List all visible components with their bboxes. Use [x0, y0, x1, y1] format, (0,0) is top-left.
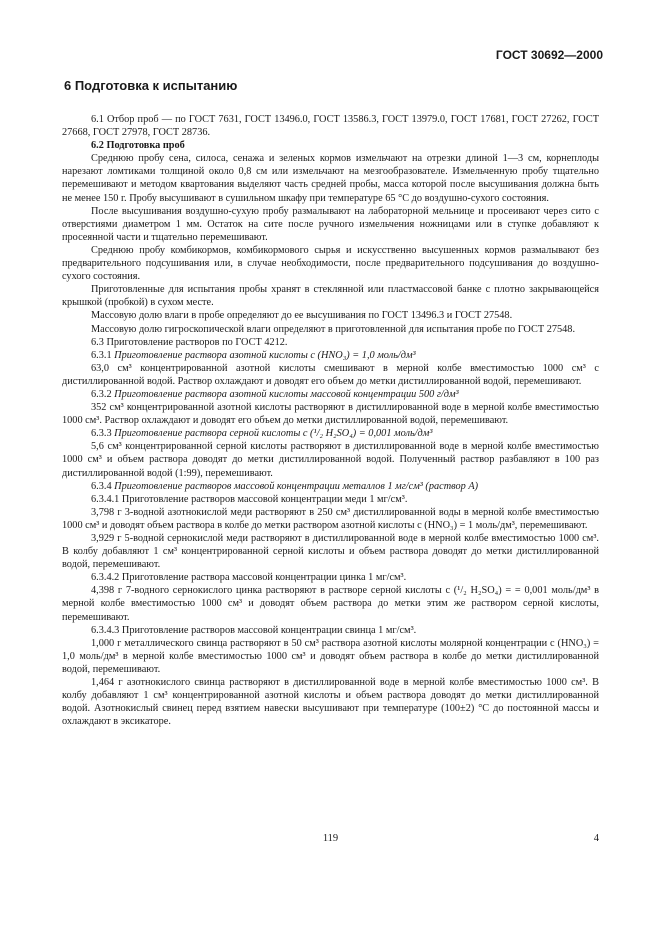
paragraph: 6.1 Отбор проб — по ГОСТ 7631, ГОСТ 13496.0, ГОСТ 13586.3, ГОСТ 13979.0, ГОСТ 17681, ГОСТ 27262, ГОСТ 27668, ГОСТ 27978, ГОСТ 28736. [62, 114, 599, 139]
paragraph: 1,464 г азотнокислого свинца растворяют в дистиллированной воде в мерной колбе вместимостью 1000 см³. В колбу добавляют 1 см³ концентрированной азотной кислоты и объем раствора доводят до метки дистиллированной водой. Азотнокислый свинец перед взятием навески высушивают при температуре (100±2) °С до постоянной массы и охлаждают в эксикаторе. [62, 677, 599, 728]
clause-item [62, 427, 599, 440]
paragraph: 3,798 г 3-водной азотнокислой меди растворяют в 250 см³ дистиллированной воды в мерной колбе вместимостью 1000 см³ и доводят объем раствора в колбе до метки раствором азотной кислоты с (HNO₃) = 1 моль/дм³, перемешивают. [62, 506, 599, 531]
standard-code-header: ГОСТ 30692—2000 [495, 48, 603, 62]
subheading: 6.2 Подготовка проб [91, 140, 185, 152]
paragraph: 352 см³ концентрированной азотной кислоты растворяют в дистиллированной воде в мерной колбе вместимостью 1000 см³. Раствор охлаждают и доводят его объем до метки дистиллированной водой, перемешивают. [62, 402, 599, 427]
paragraph: Среднюю пробу комбикормов, комбикормового сырья и искусственно высушенных кормов размалывают без предварительного подсушивания или, в случае необходимости, после предварительного подсушивания до воздушно-сухого состояния. [62, 244, 599, 283]
paragraph: Приготовленные для испытания пробы хранят в стеклянной или пластмассовой банке с плотно закрывающейся крышкой (пробкой) в сухом месте. [62, 284, 599, 309]
paragraph: Массовую долю гигроскопической влаги определяют в приготовленной для испытания пробе по ГОСТ 27548. [91, 323, 576, 335]
page-number: 119 [322, 833, 339, 844]
clause-number: 6.3.1 [91, 349, 112, 361]
section-title: 6 Подготовка к испытанию [64, 78, 238, 93]
clause-item [62, 480, 599, 493]
paragraph: 6.3.4.1 Приготовление растворов массовой концентрации меди 1 мг/см³. [91, 493, 408, 505]
clause-title: Приготовление растворов массовой концентрации металлов 1 мг/см³ (раствор А) [114, 480, 479, 492]
paragraph: 3,929 г 5-водной сернокислой меди растворяют в дистиллированной воде в мерной колбе вместимостью 1000 см³. В колбу добавляют 1 см³ концентрированной серной кислоты и объем раствора доводят до метки дистиллированной водой, перемешивают. [62, 533, 599, 571]
document-body [62, 113, 599, 728]
clause-item [62, 349, 599, 362]
paragraph: 5,6 см³ концентрированной серной кислоты растворяют в дистиллированной воде в мерной колбе вместимостью 1000 см³ и объем раствора доводят до метки дистиллированной водой. Полученный раствор разбавляют в 100 раз дистиллированной водой (1:99), перемешивают. [62, 441, 599, 479]
clause-title: Приготовление раствора серной кислоты с (¹/₂ H₂SO₄) = 0,001 моль/дм³ [114, 428, 433, 440]
paragraph: После высушивания воздушно-сухую пробу размалывают на лабораторной мельнице и просеивают через сито с отверстиями диаметром 1 мм. Остаток на сите после ручного измельчения ножницами или в ступке добавляют к просеянной части и тщательно перемешивают. [62, 205, 599, 243]
clause-number: 6.3.4 [91, 480, 112, 492]
clause-title: Приготовление раствора азотной кислоты массовой концентрации 500 г/дм³ [114, 388, 459, 400]
clause-number: 6.3.2 [91, 388, 112, 400]
issue-number: 4 [593, 833, 599, 844]
paragraph: 6.3.4.3 Приготовление растворов массовой концентрации свинца 1 мг/см³. [91, 624, 417, 636]
paragraph: 4,398 г 7-водного сернокислого цинка растворяют в растворе серной кислоты с (¹/₂ H₂SO₄) = = 0,001 моль/дм³ в мерной колбе вместимостью 1000 см³ и доводят объем раствора до метки этим же раствором серной кислоты, перемешивают. [62, 585, 599, 623]
paragraph: Среднюю пробу сена, силоса, сенажа и зеленых кормов измельчают на отрезки длиной 1—3 см, корнеплоды нарезают ломтиками толщиной около 0,8 см или измельчают на мезгообразователе. Измельченную пробу тщательно перемешивают и методом квартования выделяют часть средней пробы, масса которой после высушивания должна быть не менее 150 г. Пробу высушивают в сушильном шкафу при температуре 65 °С до воздушно-сухого состояния. [62, 153, 599, 204]
clause-title: Приготовление раствора азотной кислоты с (HNO₃) = 1,0 моль/дм³ [114, 349, 416, 361]
paragraph: 6.3 Приготовление растворов по ГОСТ 4212. [91, 336, 288, 348]
paragraph: 6.3.4.2 Приготовление раствора массовой концентрации цинка 1 мг/см³. [91, 572, 407, 584]
clause-item [62, 388, 599, 401]
paragraph: 63,0 см³ концентрированной азотной кислоты смешивают в мерной колбе вместимостью 1000 см³ с дистиллированной водой. Раствор охлаждают и доводят его объем до метки дистиллированной водой, перемешивают. [62, 362, 599, 387]
paragraph: 1,000 г металлического свинца растворяют в 50 см³ раствора азотной кислоты молярной концентрации с (HNO₃) = 1,0 моль/дм³ в мерной колбе вместимостью 1000 см³ и доводят объем раствора в колбе до метки дистиллированной водой, перемешивают. [62, 637, 599, 675]
clause-number: 6.3.3 [91, 428, 112, 440]
paragraph: Массовую долю влаги в пробе определяют до ее высушивания по ГОСТ 13496.3 и ГОСТ 27548. [91, 310, 513, 322]
